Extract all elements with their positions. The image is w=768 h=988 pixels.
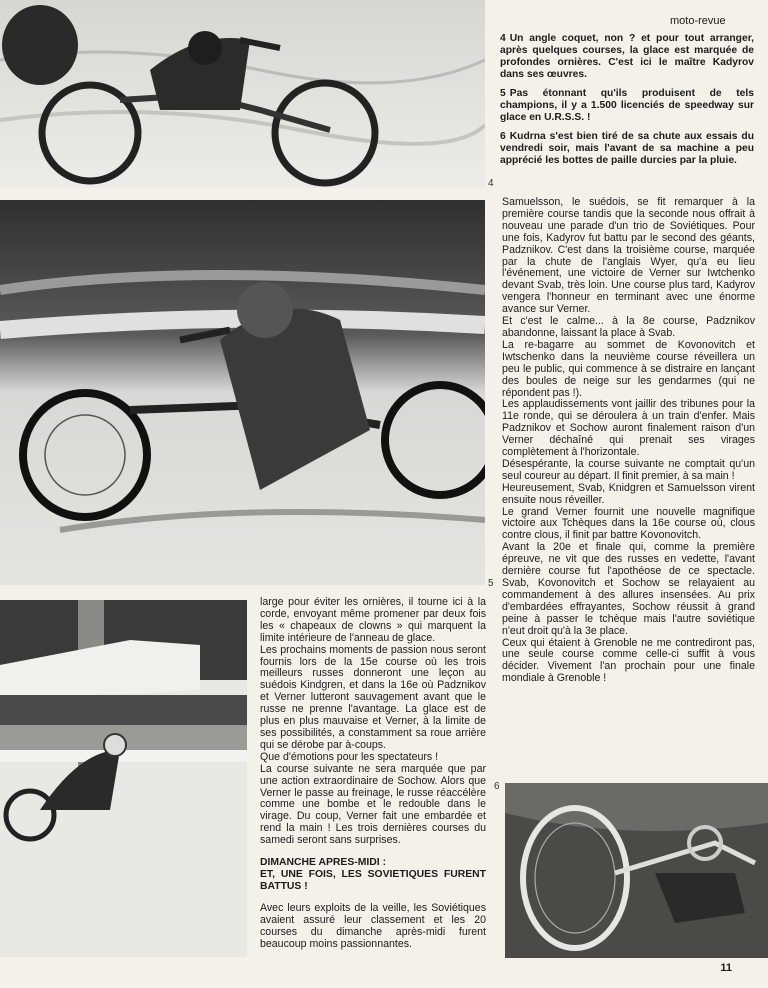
article-right-column [502,197,755,685]
paragraph: Le grand Verner fournit une nouvelle magnifique victoire aux Tchèques dans la 16e course où, clous contre clous, il finit par battre Kovonovitch. [502,505,755,542]
paragraph: Les applaudissements vont jaillir des tribunes pour la 11e ronde, qui se déroulera à un train d'enfer. Mais Padznikov et Sochow auront finalement raison d'un Verner déchaîné qui prenait ses virages complètement à l'horizontale. [502,398,755,459]
subheading-line-1: DIMANCHE APRES-MIDI : [260,857,387,869]
paragraph: Heureusement, Svab, Knidgren et Samuelsson virent ensuite nous réveiller. [502,481,755,506]
page-number: 11 [720,962,732,974]
caption-text: Un angle coquet, non ? et pour tout arranger, après quelques courses, la glace est marquée de profondes ornières. C'est ici le maître Kadyrov dans ses œuvres. [500,33,754,80]
caption-number: 4 [500,33,506,44]
paragraph: Avant la 20e et finale qui, comme la première épreuve, ne vit que des russes en vedette, l'avant dernière course fut l'apothéose de ce spectacle. Svab, Kovonovitch et Sochow se relayaient au commandement à des allures insensées. Au prix d'embardées effrayantes, Sochow réussit à grand peine à passer le tchèque mais l'autre soviétique n'eut droit qu'à la 3e place. [502,541,755,637]
paragraph: Désespérante, la course suivante ne comptait qu'un seul coureur au départ. Il finit premier, à sa main ! [502,457,755,482]
magazine-name: moto-revue [670,15,726,27]
paragraph: La re-bagarre au sommet de Kovonovitch et Iwtschenko dans la neuvième course réveillera un peu le public, qui commence à se distraire en lançant des boules de neige sur les gendarmes (qui ne répondent pas !). [502,338,755,399]
caption-number: 6 [500,131,506,142]
figure-number-6: 6 [494,781,500,792]
paragraph: Avec leurs exploits de la veille, les Soviétiques avaient assuré leur classement et les 20 courses du dimanche après-midi furent beaucoup moins passionnantes. [260,902,486,950]
caption-number: 5 [500,88,506,99]
caption-6 [500,131,754,167]
article-middle-column [260,597,486,951]
subheading-line-2: ET, UNE FOIS, LES SOVIETIQUES FURENT BATTUS ! [260,869,486,893]
caption-4 [500,33,754,81]
photo-rider-top [0,0,485,188]
photo-captions [500,33,754,174]
paragraph: Que d'émotions pour les spectateurs ! [260,750,439,763]
photo-damaged-bike [505,783,768,958]
figure-number-5: 5 [488,578,494,589]
paragraph: La course suivante ne sera marquée que par une action extraordinaire de Sochow. Alors que Verner le passe au freinage, le russe réaccélère comme une bombe et le redouble dans le virage. Du coup, Verner fait une embardée et rend la main ! Les trois dernières courses du samedi seront sans surprises. [260,762,486,847]
section-subheading [260,857,486,893]
caption-text: Kudrna s'est bien tiré de sa chute aux essais du vendredi soir, mais l'avant de sa machine a peu apprécié les bottes de paille durcies par la pluie. [500,131,754,166]
figure-number-4: 4 [488,178,494,189]
caption-5 [500,88,754,124]
photo-rider-leaning [0,200,485,585]
paragraph: Ceux qui étaient à Grenoble ne me contrediront pas, une seule course comme celle-ci suffit à vous décider. Vivement l'an prochain pour une finale mondiale à Grenoble ! [502,636,755,685]
paragraph: large pour éviter les ornières, il tourne ici à la corde, envoyant même promener par deux fois les « chapeaux de clowns » qui marquent la limite intérieure de l'anneau de glace. [260,596,486,644]
photo-spectators-rider [0,600,247,957]
paragraph: Samuelsson, le suédois, se fit remarquer à la première course tandis que la seconde nous offrait à nouveau une parade d'un trio de Soviétiques. Pour une fois, Kadyrov fut battu par le second des géants, Padznikov. C'est dans la troisième course, marquée par la chute de l'anglais Wyer, qu'a eu lieu l'événement, une victoire de Verner sur Iwtchenko devant Svab, très loin. Une course plus tard, Kadyrov vengera l'honneur en terminant avec une énorme avance sur Verner. [502,196,755,316]
paragraph: Et c'est le calme... à la 8e course, Padznikov abandonne, laissant la place à Svab. [502,315,755,339]
caption-text: Pas étonnant qu'ils produisent de tels champions, il y a 1.500 licenciés de speedway sur glace en U.R.S.S. ! [500,88,754,123]
paragraph: Les prochains moments de passion nous seront fournis lors de la 15e course où les trois meilleurs russes donneront une leçon au suédois Kindgren, et dans la 16e où Padznikov et Verner lutteront sauvagement avant que le russe ne prenne l'avantage. La glace est de plus en plus mauvaise et Verner, à la limite de ses possibilités, a constamment sa roue arrière qui se dérobe par à-coups. [260,643,486,751]
